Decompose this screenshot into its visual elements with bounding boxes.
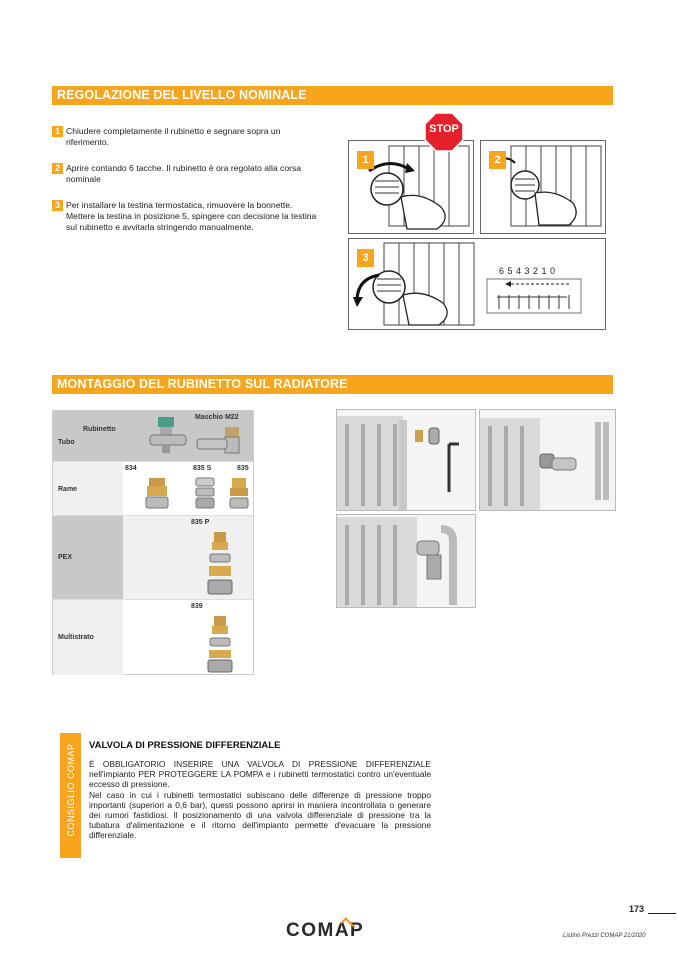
stop-sign-icon <box>424 112 464 152</box>
step-badge-2: 2 <box>489 151 506 169</box>
row-rame-products <box>123 461 253 515</box>
step-text: Per installare la testina termostatica, rimuovere la bonnette. Mettere la testina in posizione 5, spingere con decisione la testina sul rubinetto e avvitarla stringendo manualmente. <box>66 200 317 232</box>
step-number: 1 <box>52 126 63 137</box>
code-835p: 835 P <box>191 519 210 526</box>
tip-body <box>89 759 431 841</box>
row-label-multistrato: Multistrato <box>58 634 94 641</box>
header-tubo: Tubo <box>58 439 75 446</box>
table-header <box>53 411 253 461</box>
code-835s: 835 S <box>193 465 212 472</box>
illustration-step-2 <box>480 140 606 234</box>
tip-paragraph-1: È OBBLIGATORIO INSERIRE UNA VALVOLA DI PRESSIONE DIFFERENZIALE nell'impianto PER PROTEGGERE LA POMPA e i rubinetti termostatici contro un'eventuale eccesso di pressione. <box>89 759 431 790</box>
row-label-cell <box>53 515 123 599</box>
step-text: Chiudere completamente il rubinetto e segnare sopra un riferimento. <box>66 126 281 147</box>
row-multistrato-products <box>123 599 253 675</box>
step-number: 3 <box>52 200 63 211</box>
page-number-rule <box>648 913 676 914</box>
valve-angle-icon <box>195 425 245 457</box>
step-badge-3: 3 <box>357 249 374 267</box>
catalog-label: Listino Prezzi COMAP 21/2020 <box>563 933 646 939</box>
fitting-834-icon <box>143 476 171 510</box>
radiator-assembly-photo-3 <box>336 514 476 608</box>
illustration-step-3 <box>348 238 606 330</box>
tip-side-banner <box>60 733 81 858</box>
section-title-regolazione: REGOLAZIONE DEL LIVELLO NOMINALE <box>52 86 613 105</box>
code-835: 835 <box>237 465 249 472</box>
row-label-cell <box>53 599 123 675</box>
radiator-assembly-photo-1 <box>336 409 476 511</box>
fitting-835p-icon <box>205 530 235 598</box>
step-1 <box>52 126 322 148</box>
fitting-835s-icon <box>193 476 217 510</box>
row-label-pex: PEX <box>58 554 73 561</box>
fitting-839-icon <box>205 614 235 674</box>
tip-side-label: CONSIGLIO COMAP <box>66 743 76 837</box>
stop-sign-label: STOP <box>429 123 459 135</box>
radiator-hand-drawing <box>349 239 605 329</box>
scale-label: 6 5 4 3 2 1 0 <box>499 266 556 276</box>
header-maschio: Maschio M22 <box>195 414 239 421</box>
valve-straight-icon <box>148 415 188 455</box>
comap-logo: COMAP <box>286 920 365 941</box>
header-rubinetto: Rubinetto <box>83 426 116 433</box>
row-label-rame: Rame <box>58 486 78 493</box>
row-label-cell <box>53 461 123 515</box>
row-pex-products <box>123 515 253 599</box>
fitting-835-icon <box>227 476 251 510</box>
tip-paragraph-2: Nel caso in cui i rubinetti termostatici subiscano delle differenze di pressione troppo importanti (superiori a 0,6 bar), questi possono aprirsi in maniera incontrollata o generare dei rumori fastidiosi. Il posizionamento di una valvola differenziale di pressione tra la tubatura d'alimentazione e il ritorno dell'impianto permette d'evacuare la pressione differenziale. <box>89 789 431 841</box>
code-839: 839 <box>191 603 203 610</box>
section-title-montaggio: MONTAGGIO DEL RUBINETTO SUL RADIATORE <box>52 375 613 394</box>
fittings-table <box>52 410 254 675</box>
code-834: 834 <box>125 465 137 472</box>
step-2 <box>52 163 322 185</box>
illustration-step-1 <box>348 140 474 234</box>
step-badge-1: 1 <box>357 151 374 169</box>
step-3 <box>52 200 322 233</box>
step-number: 2 <box>52 163 63 174</box>
page-number: 173 <box>629 904 645 914</box>
step-text: Aprire contando 6 tacche. Il rubinetto è ora regolato alla corsa nominale <box>66 163 302 184</box>
radiator-assembly-photo-2 <box>479 409 616 511</box>
tip-title: VALVOLA DI PRESSIONE DIFFERENZIALE <box>89 740 281 751</box>
